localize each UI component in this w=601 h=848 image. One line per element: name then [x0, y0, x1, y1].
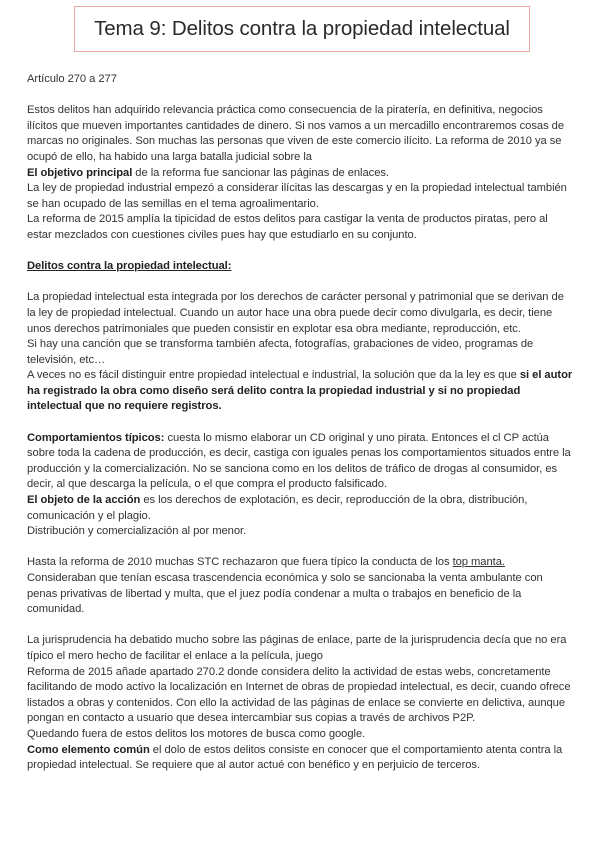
comportamientos-paragraph [27, 431, 575, 493]
objetivo-label: El objetivo principal [27, 166, 133, 179]
section-paragraph-3-bold: si el autor ha registrado la obra como diseño será delito contra la propiedad industrial y si no propiedad intelectual que no requiere registros. [27, 369, 573, 413]
objeto-paragraph [27, 493, 575, 524]
section-paragraph-3-start: A veces no es fácil distinguir entre propiedad intelectual e industrial, la solución que da la ley es que [27, 369, 520, 382]
title-box [74, 6, 530, 52]
intro-paragraph-4: La reforma de 2015 amplía la tipicidad de estos delitos para castigar la venta de productos piratas, pero al estar mezclados con cuestiones civiles pues hay que estudiarlo en su conjunto. [27, 213, 548, 241]
top-manta-link: top manta. [452, 556, 505, 569]
objeto-text: es los derechos de explotación, es decir, reproducción de la obra, distribución, comunicación y el plagio. [27, 494, 528, 522]
top-manta-paragraph [27, 555, 575, 617]
intro-paragraph-3: La ley de propiedad industrial empezó a considerar ilícitas las descargas y en la propiedad intelectual también se han ocupado de las semillas en el tema agroalimentario. [27, 182, 567, 210]
section-heading: Delitos contra la propiedad intelectual: [27, 260, 232, 273]
elemento-comun-label: Como elemento común [27, 743, 150, 756]
section-paragraph-2: Si hay una canción que se transforma también afecta, fotografías, grabaciones de video, programas de televisión, etc… [27, 338, 534, 366]
document-body [27, 72, 575, 774]
articulo-ref: Artículo 270 a 277 [27, 73, 117, 85]
objeto-label: El objeto de la acción [27, 494, 141, 507]
jurisprudencia-paragraph-4 [27, 743, 575, 774]
jurisprudencia-paragraph-1: La jurisprudencia ha debatido mucho sobre las páginas de enlace, parte de la jurisprudencia decía que no era típico el mero hecho de facilitar el enlace a la película, juego [27, 634, 567, 662]
page-title: Tema 9: Delitos contra la propiedad intelectual [94, 17, 510, 40]
intro-paragraph-1: Estos delitos han adquirido relevancia práctica como consecuencia de la piratería, en definitiva, negocios ilícitos que mueven importantes cantidades de dinero. Si nos vamos a un mercadillo encontraremos cosas de marcas no originales. Son muchas las personas que viven de este comercio ilícito. La reforma de 2010 ya se ocupó de ello, ha habido una larga batalla judicial sobre la [27, 104, 565, 163]
elemento-comun-text: el dolo de estos delitos consiste en conocer que el comportamiento atenta contra la propiedad intelectual. Se requiere que al autor actué con benéfico y en perjuicio de terceros. [27, 743, 563, 772]
comportamientos-text: cuesta lo mismo elaborar un CD original y uno pirata. Entonces el cl CP actúa sobre toda la cadena de producción, es decir, castiga con iguales penas los comportamientos situados entre la producción y la comercialización. No se sanciona como en los delitos de tráfico de drogas al consumidor, es decir, al que descarga la película, o el que compra el producto falsificado. [27, 431, 571, 491]
top-manta-start: Hasta la reforma de 2010 muchas STC rechazaron que fuera típico la conducta de los [27, 556, 453, 569]
jurisprudencia-paragraph-3: Quedando fuera de estos delitos los motores de busca como google. [27, 727, 366, 740]
distribucion-paragraph: Distribución y comercialización al por menor. [27, 525, 247, 538]
section-paragraph-3 [27, 368, 575, 415]
top-manta-rest: Consideraban que tenían escasa trascendencia económica y solo se sancionaba la venta ambulante con penas privativas de libertad y multa, que el juez podía condenar a multa o trabajos en beneficio de la comunidad. [27, 572, 543, 616]
jurisprudencia-paragraph-2: Reforma de 2015 añade apartado 270.2 donde considera delito la actividad de estas webs, concretamente facilitando de modo activo la localización en Internet de obras de propiedad intelectual, es decir, cuando ofrece listados a obras y contenidos. Con ello la actividad de las páginas de enlace se convierte en delictiva, aunque pongan en contacto a usuario que desea intercambiar sus copias a través de archivos P2P. [27, 665, 571, 725]
intro-paragraph-2 [27, 166, 575, 182]
objetivo-text: de la reforma fue sancionar las páginas de enlaces. [132, 166, 389, 179]
comportamientos-label: Comportamientos típicos: [27, 431, 165, 444]
section-paragraph-1: La propiedad intelectual esta integrada por los derechos de carácter personal y patrimonial que se derivan de la ley de propiedad intelectual. Cuando un autor hace una obra puede decir como divulgarla, es decir, tiene unos derechos patrimoniales que pueden consistir en explotar esa obra mediante, reproducción, etc. [27, 291, 564, 335]
